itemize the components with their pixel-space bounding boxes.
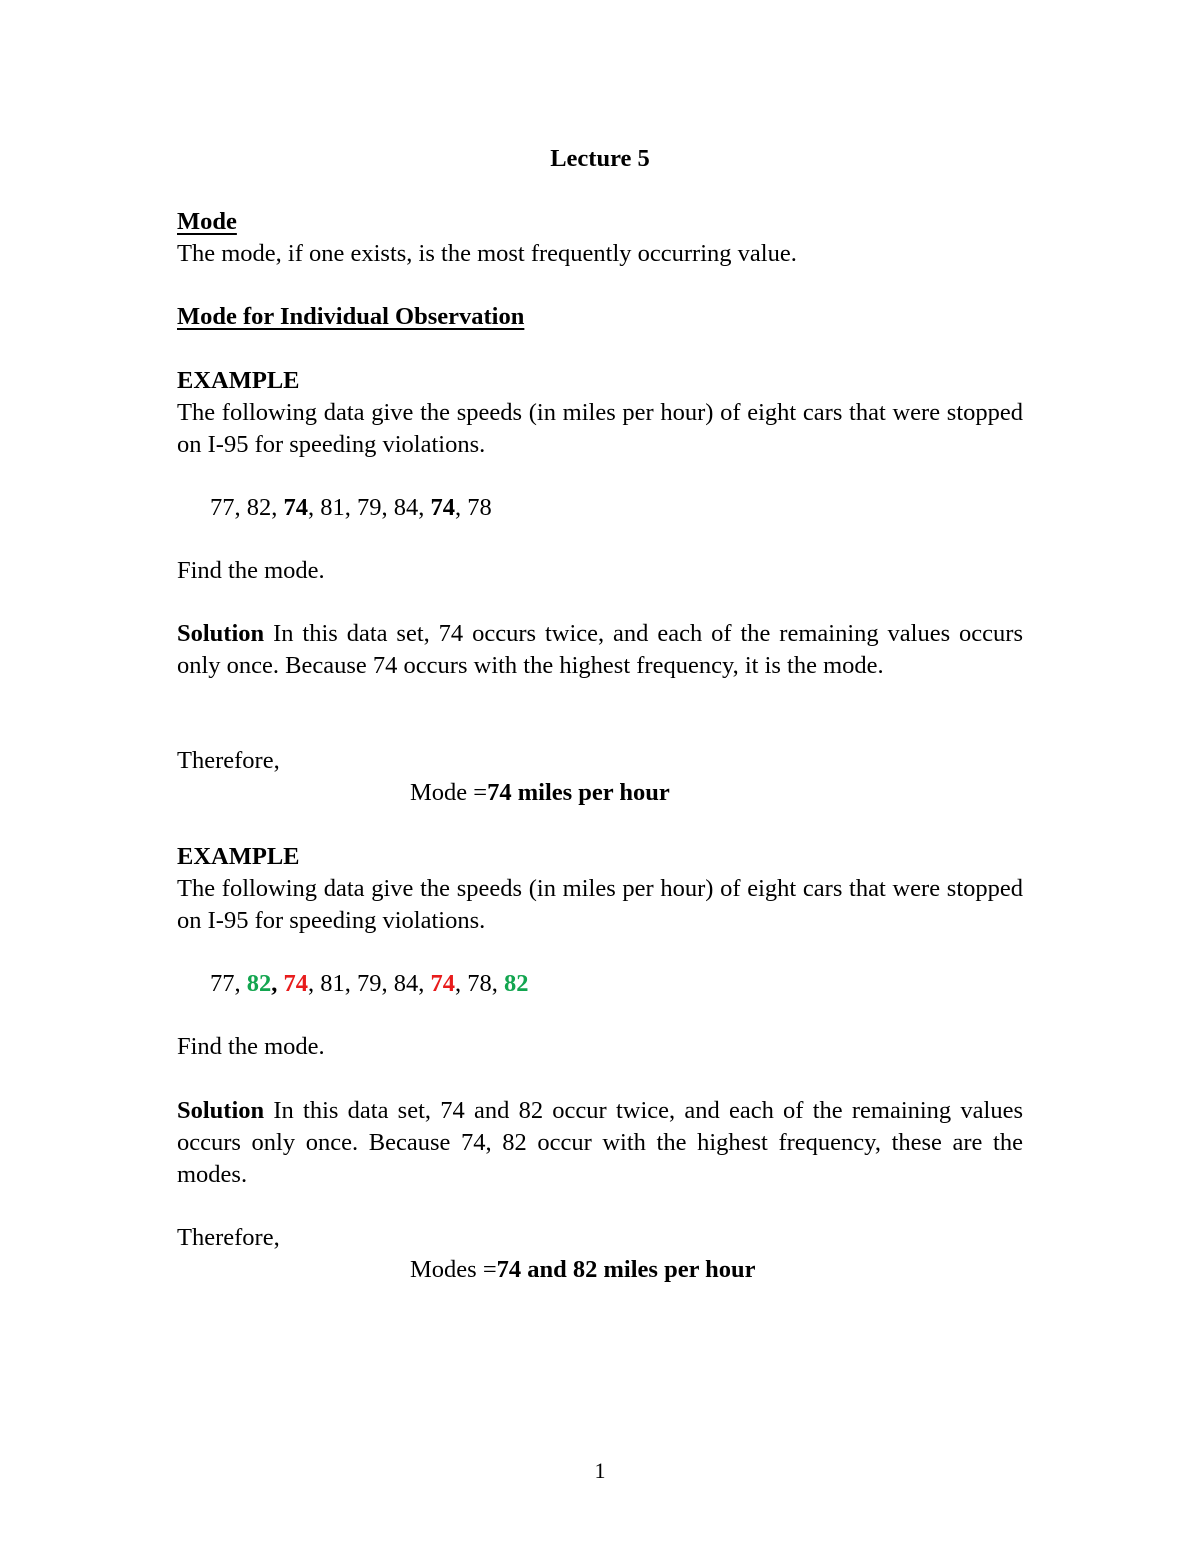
mode-heading: Mode bbox=[177, 208, 237, 235]
data-value: 82 bbox=[246, 494, 272, 521]
example2-data: 77, 82, 74, 81, 79, 84, 74, 78, 82 bbox=[210, 970, 529, 997]
example2-result bbox=[410, 1254, 756, 1286]
solution-text: In this data set, 74 and 82 occur twice, and each of the remaining values occurs only once. Because 74, 82 occur with the highest frequency, these are the modes. bbox=[177, 1097, 1023, 1188]
data-value: 84 bbox=[393, 494, 419, 521]
data-value: 77 bbox=[210, 970, 235, 997]
result-prefix: Mode = bbox=[410, 779, 488, 806]
data-value-highlight-74: 74 bbox=[430, 970, 455, 997]
example2-label: EXAMPLE bbox=[177, 843, 300, 870]
example2-question: Find the mode. bbox=[177, 1033, 325, 1060]
data-value: 79 bbox=[357, 494, 382, 521]
example1-result bbox=[410, 777, 670, 809]
example1-data: 77, 82, 74, 81, 79, 84, 74, 78 bbox=[210, 494, 492, 521]
data-value: 78 bbox=[467, 970, 492, 997]
example2-solution bbox=[177, 1095, 1023, 1191]
data-value: 74 bbox=[430, 494, 455, 521]
data-value-highlight-82: 82 bbox=[504, 970, 529, 997]
data-value: 74 bbox=[283, 494, 308, 521]
data-value: 84 bbox=[393, 970, 419, 997]
data-value: 81 bbox=[320, 494, 345, 521]
solution-label: Solution bbox=[177, 620, 265, 647]
page-number: 1 bbox=[594, 1458, 606, 1483]
example1-text: The following data give the speeds (in miles per hour) of eight cars that were stopped on I-95 for speeding violations. bbox=[177, 399, 1023, 458]
data-value-highlight-82: 82 bbox=[246, 970, 272, 997]
result-value: 74 miles per hour bbox=[487, 779, 670, 806]
example1-therefore: Therefore, bbox=[177, 747, 280, 774]
example2-text: The following data give the speeds (in miles per hour) of eight cars that were stopped on I-95 for speeding violations. bbox=[177, 875, 1023, 934]
data-value-highlight-74: 74 bbox=[283, 970, 308, 997]
data-value: 81 bbox=[320, 970, 345, 997]
solution-label: Solution bbox=[177, 1097, 265, 1124]
example1-solution bbox=[177, 618, 1023, 682]
mode-definition: The mode, if one exists, is the most frequently occurring value. bbox=[177, 240, 797, 267]
example2-therefore: Therefore, bbox=[177, 1224, 280, 1251]
result-prefix: Modes = bbox=[410, 1256, 497, 1283]
data-value: 79 bbox=[357, 970, 382, 997]
example1-label: EXAMPLE bbox=[177, 367, 300, 394]
data-value: 78 bbox=[467, 494, 492, 521]
data-value: 77 bbox=[210, 494, 235, 521]
result-value: 74 and 82 miles per hour bbox=[496, 1256, 756, 1283]
section-subheading: Mode for Individual Observation bbox=[177, 303, 525, 330]
solution-text: In this data set, 74 occurs twice, and each of the remaining values occurs only once. Because 74 occurs with the highest frequency, it is the mode. bbox=[177, 620, 1023, 679]
example1-question: Find the mode. bbox=[177, 557, 325, 584]
page-title: Lecture 5 bbox=[550, 145, 650, 172]
